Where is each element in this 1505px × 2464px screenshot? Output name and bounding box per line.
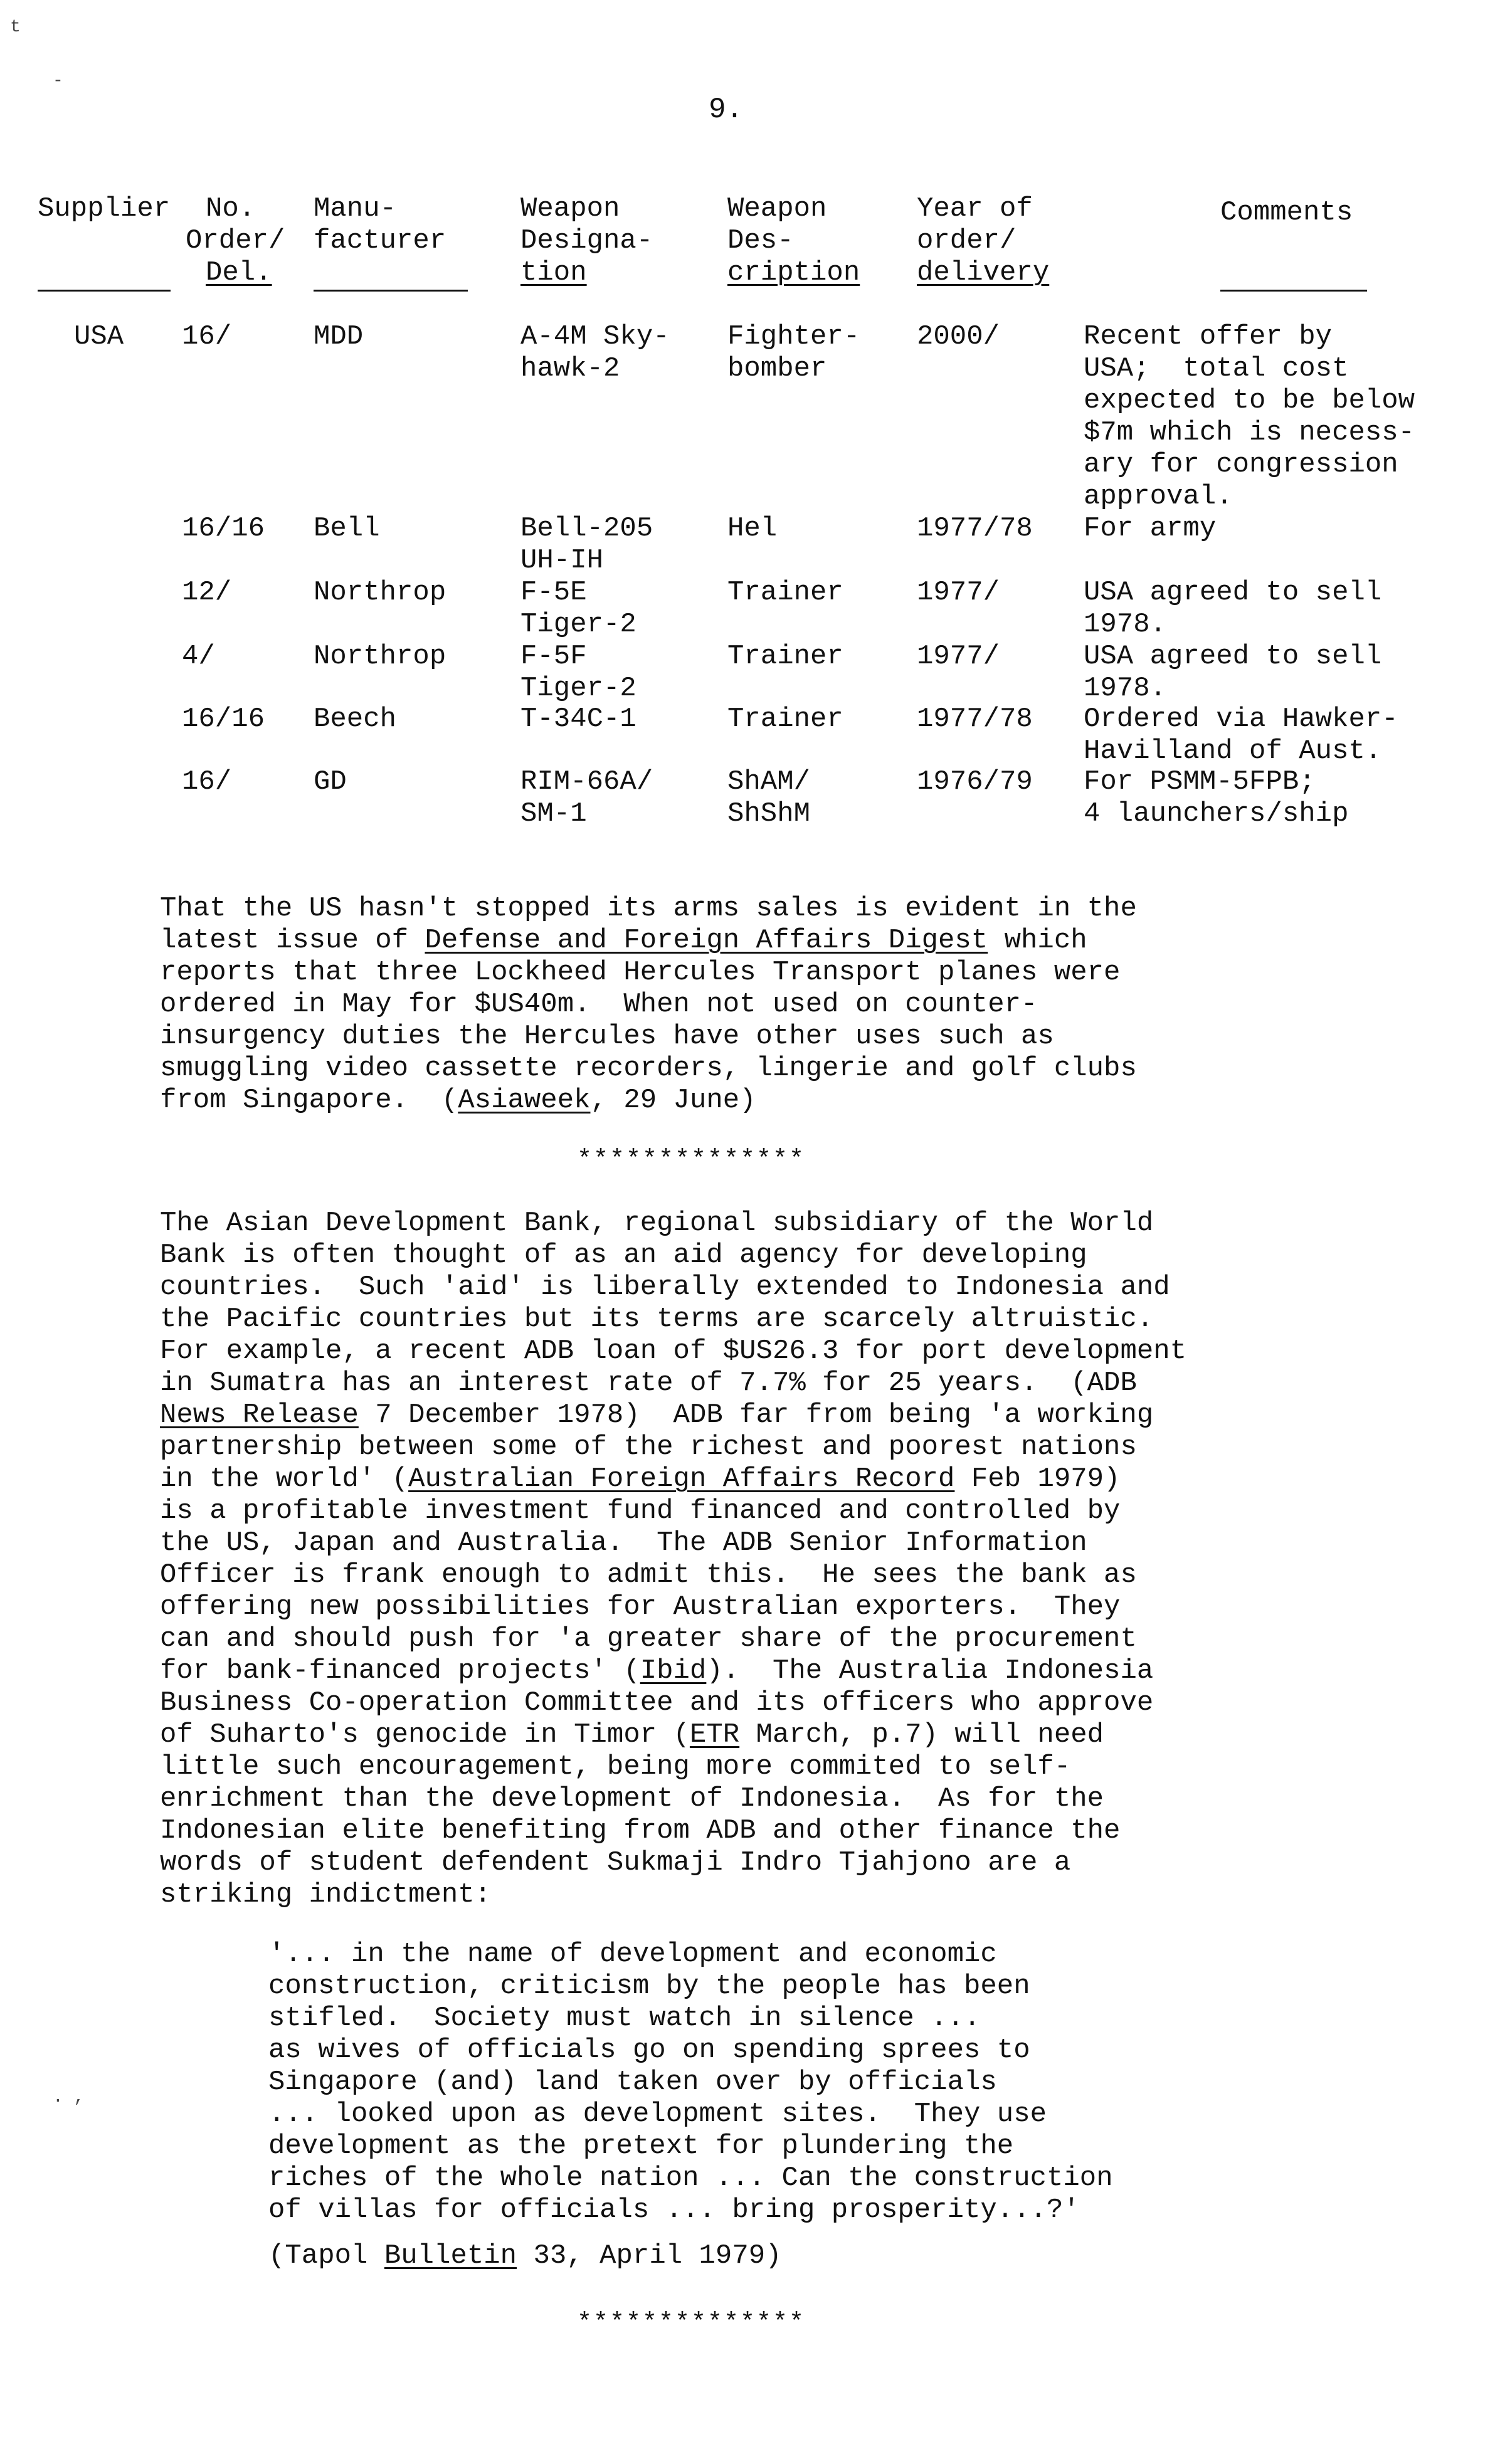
cell-comments: USA agreed to sell 1978. [1084, 577, 1382, 640]
cell-year: 1977/ [917, 641, 1000, 672]
header-designation-line2: Designa- [520, 225, 653, 256]
cell-description: ShAM/ ShShM [727, 766, 811, 829]
header-supplier: Supplier [38, 193, 171, 224]
header-number-line3: Del. [206, 257, 272, 288]
header-description-line2: Des- [727, 225, 794, 256]
header-rule-supplier [38, 290, 171, 292]
cell-designation: F-5F Tiger-2 [520, 641, 636, 704]
cell-number: 16/16 [182, 703, 265, 735]
cell-description: Trainer [727, 577, 843, 608]
text-run: That the US hasn't stopped its arms sales is evident in the latest issue of [160, 893, 1137, 956]
text-run: March, p.7) will need little such encouragement, being more commited to self- enrichment than the development of Indonesia. As for the Indonesian elite benefiting from ADB and other finance the words of student defendent Sukmaji Indro Tjahjono are a striking indictment: [160, 1719, 1121, 1910]
cell-manufacturer: Bell [314, 513, 380, 544]
cell-description: Hel [727, 513, 778, 544]
cell-manufacturer: Beech [314, 703, 397, 735]
publication-title: Defense and Foreign Affairs Digest [425, 925, 988, 956]
cell-number: 12/ [182, 577, 232, 608]
corner-mark: t [10, 18, 21, 37]
margin-mark: . , [53, 2088, 85, 2107]
header-year-line2: order/ [917, 225, 1017, 256]
publication-title: Bulletin [384, 2240, 517, 2272]
text-run: ). The Australia Indonesia Business Co-operation Committee and its officers who approve of Suharto's genocide in Timor ( [160, 1655, 1154, 1751]
publication-title: Ibid [640, 1655, 707, 1687]
header-manufacturer-line1: Manu- [314, 193, 397, 224]
cell-number: 16/ [182, 766, 232, 798]
section-separator: ************** [577, 1146, 806, 1174]
text-run: 33, April 1979) [517, 2240, 782, 2272]
paragraph-adb [160, 1208, 1186, 1911]
section-separator: ************** [577, 2309, 806, 2337]
cell-year: 1976/79 [917, 766, 1033, 798]
cell-number: 16/16 [182, 513, 265, 544]
text-run: which reports that three Lockheed Hercules Transport planes were ordered in May for $US40m. When not used on counter- insurgency duties the Hercules have other uses such as smuggling video cassette recorders, lingerie and golf clubs from Singapore. ( [160, 925, 1137, 1116]
cell-designation: F-5E Tiger-2 [520, 577, 636, 640]
text-run: , 29 June) [590, 1085, 756, 1116]
header-rule-comments [1220, 290, 1367, 292]
page-number: 9. [709, 93, 744, 126]
cell-manufacturer: MDD [314, 321, 364, 352]
cell-description: Trainer [727, 703, 843, 735]
cell-comments: USA agreed to sell 1978. [1084, 641, 1382, 704]
header-number-line1: No. [206, 193, 256, 224]
header-description-line1: Weapon [727, 193, 827, 224]
cell-manufacturer: Northrop [314, 641, 446, 672]
cell-manufacturer: GD [314, 766, 347, 798]
header-rule-manufacturer [314, 290, 468, 292]
citation [268, 2240, 782, 2272]
header-designation-line1: Weapon [520, 193, 620, 224]
publication-title: Australian Foreign Affairs Record [408, 1463, 955, 1495]
cell-designation: Bell-205 UH-IH [520, 513, 653, 576]
header-manufacturer-line2: facturer [314, 225, 446, 256]
cell-year: 1977/ [917, 577, 1000, 608]
header-description-line3: cription [727, 257, 860, 288]
cell-designation: A-4M Sky- hawk-2 [520, 321, 670, 384]
cell-year: 2000/ [917, 321, 1000, 352]
block-quote: '... in the name of development and economic construction, criticism by the people has been stifled. Society must watch in silence ... as wives of officials go on spending sprees to Singapore (and) land taken over by officials ... looked upon as development sites. They use development as the pretext for plundering the riches of the whole nation ... Can the construction of villas for officials ... bring prosperity...?' [268, 1939, 1113, 2226]
corner-mark: - [53, 71, 63, 91]
cell-description: Fighter- bomber [727, 321, 860, 384]
cell-designation: RIM-66A/ SM-1 [520, 766, 653, 829]
cell-year: 1977/78 [917, 703, 1033, 735]
header-designation-line3: tion [520, 257, 587, 288]
cell-supplier: USA [74, 321, 124, 352]
paragraph-arms-sales [160, 893, 1137, 1117]
text-run: Feb 1979) is a profitable investment fund financed and controlled by the US, Japan and Australia. The ADB Senior Information Officer is frank enough to admit this. He sees the bank as offering new possibilities for Australian exporters. They can and should push for 'a greater share of the procurement for bank-financed projects' ( [160, 1463, 1137, 1687]
publication-title: Asiaweek [458, 1085, 591, 1116]
text-run: The Asian Development Bank, regional subsidiary of the World Bank is often thought of as an aid agency for developing countries. Such 'aid' is liberally extended to Indonesia and the Pacific countries but its terms are scarcely altruistic. For example, a recent ADB loan of $US26.3 for port development in Sumatra has an interest rate of 7.7% for 25 years. (ADB [160, 1208, 1187, 1399]
header-comments: Comments [1220, 197, 1353, 228]
publication-title: News Release [160, 1399, 359, 1431]
cell-designation: T-34C-1 [520, 703, 636, 735]
cell-comments: Ordered via Hawker- Havilland of Aust. [1084, 703, 1398, 767]
cell-comments: For army [1084, 513, 1217, 544]
cell-number: 4/ [182, 641, 215, 672]
cell-year: 1977/78 [917, 513, 1033, 544]
header-year-line1: Year of [917, 193, 1033, 224]
cell-manufacturer: Northrop [314, 577, 446, 608]
text-run: (Tapol [268, 2240, 384, 2272]
header-number-line2: Order/ [186, 225, 285, 256]
cell-comments: Recent offer by USA; total cost expected to be below $7m which is necess- ary for congression approval. [1084, 321, 1415, 512]
cell-comments: For PSMM-5FPB; 4 launchers/ship [1084, 766, 1349, 829]
header-year-line3: delivery [917, 257, 1050, 288]
text-run: 7 December 1978) ADB far from being 'a working partnership between some of the richest and poorest nations in the world' ( [160, 1399, 1154, 1495]
cell-description: Trainer [727, 641, 843, 672]
cell-number: 16/ [182, 321, 232, 352]
publication-title: ETR [689, 1719, 740, 1751]
